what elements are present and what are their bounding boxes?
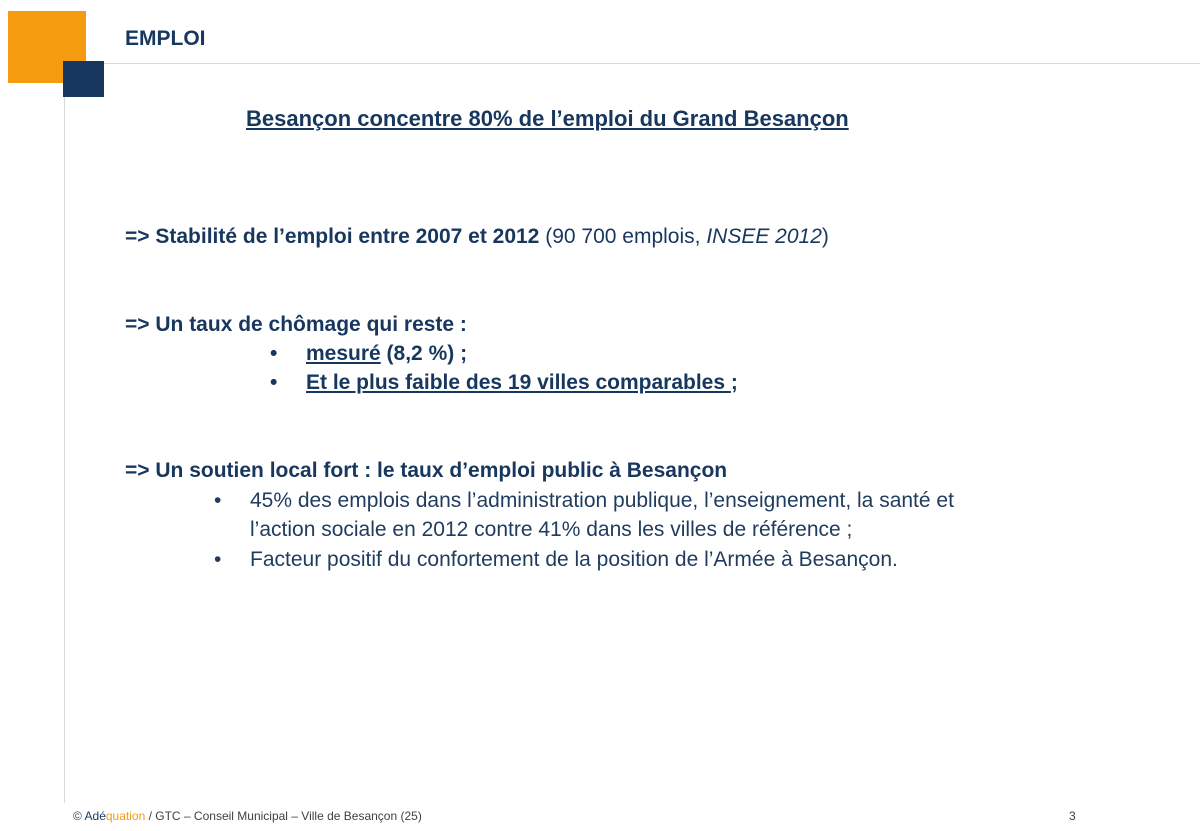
left-divider: [64, 97, 65, 803]
brand-name-part-b: quation: [105, 809, 146, 823]
section-title: EMPLOI: [125, 27, 206, 50]
slide-title: Besançon concentre 80% de l’emploi du Grand Besançon: [246, 106, 849, 131]
point-employment-stability-source: INSEE 2012: [706, 225, 822, 248]
brand-name-part-a: Adé: [84, 809, 106, 823]
point-public-employment-heading: => Un soutien local fort : le taux d’emploi public à Besançon: [125, 459, 728, 482]
footer-text: / GTC – Conseil Municipal – Ville de Besançon (25): [145, 809, 422, 823]
public-employment-item-1-line-2: l’action sociale en 2012 contre 41% dans les villes de référence ;: [250, 518, 853, 541]
bullet-icon: •: [214, 548, 222, 571]
public-employment-item-1: [214, 489, 954, 513]
point-employment-stability: [125, 225, 829, 249]
point-employment-stability-close: ): [821, 225, 829, 248]
subitem-measured-rest: (8,2 %) ;: [380, 342, 468, 365]
header-divider: [104, 63, 1200, 64]
public-employment-item-2: [214, 548, 898, 572]
bullet-icon: •: [270, 371, 278, 394]
point-employment-stability-bold: => Stabilité de l’emploi entre 2007 et 2012: [125, 225, 540, 248]
public-employment-item-1-line-1: 45% des emplois dans l’administration publique, l’enseignement, la santé et: [250, 489, 954, 512]
subitem-lowest-rest: ;: [730, 371, 738, 394]
subitem-measured-underlined: mesuré: [306, 342, 381, 365]
page-number: 3: [1069, 809, 1076, 823]
footer-credits: [73, 809, 422, 823]
unemployment-subitem-measured: [270, 342, 467, 366]
bullet-icon: •: [214, 489, 222, 512]
navy-square-decoration: [63, 61, 104, 97]
subitem-lowest-underlined: Et le plus faible des 19 villes comparables: [306, 371, 731, 394]
public-employment-item-2-text: Facteur positif du confortement de la position de l’Armée à Besançon.: [250, 548, 898, 571]
bullet-icon: •: [270, 342, 278, 365]
copyright-symbol: ©: [73, 809, 85, 823]
point-employment-stability-detail: (90 700 emplois,: [539, 225, 707, 248]
point-unemployment-heading: => Un taux de chômage qui reste :: [125, 313, 467, 336]
unemployment-subitem-lowest: [270, 371, 738, 395]
